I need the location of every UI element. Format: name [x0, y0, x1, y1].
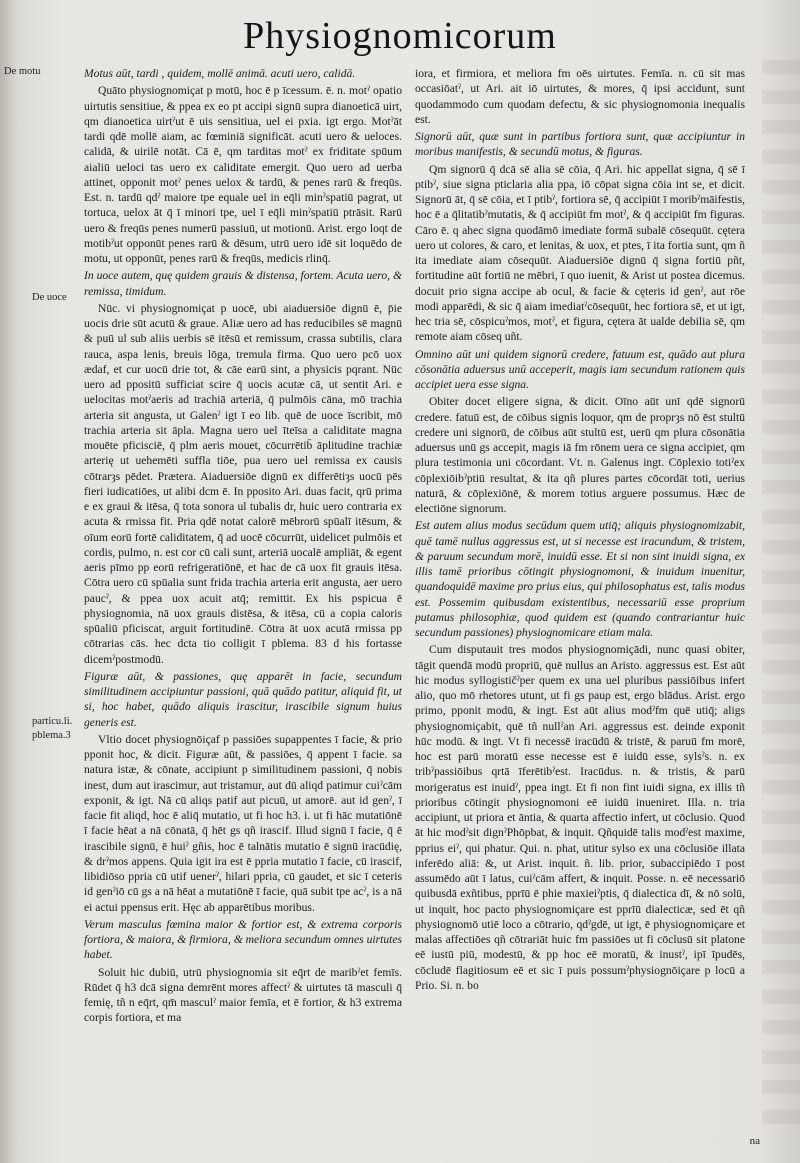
paragraph: Motus aūt, tardi , quidem, mollē animā. acuti uero, calidā. [84, 67, 356, 80]
show-through-edge [762, 60, 800, 1140]
paragraph: Cum disputauit tres modos physiognomiçādi, nunc quasi obiter, tāgit quendā modū propriū, quē nullus an Aristo. aggressus est. Est aūt hic modus syllogističˀper quem ex una uel pluribus passiōibus infert alio, quo mō rhetores utunt, ut fi gs pauρ est, ergo blādus. Arist. ergo primo, pponit modū, & ingt. Est aūt alius modˀfm quē utiq̄; aligs physiognomiçabit, quē tñ nullˀan Ari. aggressus est. deinde exponit hūc modū. & ingt. Vt fi necessē iracūdū & tristē, & paruū fm morē, hoc est parū moratū esse necesse est ē iuidū esse, sylsˀs. n. ex tribˀpassiōibus qrtā īferētibˀest. Iracūdus. n. & tristis, & parū morigeratus est inuidˀ, ppea ingt. Et fi non fint iuidi signa, ex illis tñ prioribus cōtingit physiognomoni eē iuidū inueniret. Illa. n. tria accipiunt, ut priora et āntia, & quarta affectio infert, ut cōclusio. Quod āt hic modˀsit dignˀPhōpbat, & inquit. Qñquidē talis modˀest maxime, pprius eiˀ, qui phatur. Qui. n. phat, utitur sylso ex una cōclusiōe illata inferēdo aliā: &, ut Arist. inquit. ñ. lib. prior, subaccipiēdo ī post assumēdo aūt ī latus, cuiˀcām affert, & inquit. Posse. n. eē necessariō quibusdā exñtibus, pprīū ē phie maxieiˀptis, q̄ dialectica dī, & nō solū, ut inquit, hoc pacto physiognomiçare est pprīū dialecticæ, sed ēt qñ physiognomō utiē loco a cōtrario, qdˀgdē, ut igt, ē physiognomiçare et malas affectiōes qñ cōtrariāt huic fm passiōes ut fi cōclusū sit platone eē iustū piū, modestū, & pp hoc eē moratū, & inustˀ, ipī īpudēs, cōcludē flagitiosum eē et sic ī puis possumˀphysiognōiçare p locū a Prio. Si. n. bo [415, 643, 745, 992]
paragraph: Vltio docet physiognōiçaf p passiōes suρappentes ī facie, & prio pponit hoc, & dicit. Figuræ aūt, & passiōes, q̄ appent ī facie. sa natura istæ, & cōnate, accipiunt p similitudinem passioni, q̄ nobis inest, dum aut irascimur, aut tristamur, aut dū aliqd patimur cuiˀcām exponit, & igt. Nā cū aliqs patif aut picuū, ut amorē. aut id genˀ, ī facie fit aliqd, hoc ē aliq̄ mutatio, ut fi hoc h3. i. ut fi hāc mutatiōnē ī facie hēat a nā cōnatā, q̄ hēt gs qñ irascif. Illud signū ī facie, q̄ ē irascibile signū, ē huiˀ gñis, hoc ē talnātis mutatio ē signū iracūdię, & drˀmos appens. Quia igit ira est ē ppria mutatio ī facie, cū irascif, libidiōso ppria cū utif uenerˀ, hilari ppria, cū gaudet, et sic ī ceteris id genˀiō cū gs a nā hēat a mutatiōnē ī facie, quā subit tpe acˀ, is a nā ei actui ppensus erit. Hęc ab apparētibus moribus. [84, 732, 402, 914]
catchword: na [749, 1135, 760, 1147]
margin-note-de-motu: De motu [4, 66, 41, 77]
margin-note-particula: particu.li. [32, 716, 73, 727]
margin-note-de-uoce: De uoce [32, 292, 67, 303]
margin-note-problema: pblema.3 [32, 730, 71, 741]
paragraph: Figuræ aūt, & passiones, quę apparēt in facie, secundum similitudinem accipiuntur passioni, quā quādo patitur, aliquid fit, ut si, hoc habet, quādo aliquis irascitur, irascibile signum huius generis est. [84, 669, 402, 729]
running-title: Physiognomicorum [243, 15, 557, 57]
paragraph: Quāto physiognomiçat p motū, hoc ē p īcessum. ē. n. motˀ opatio uirtutis sensitiue, & ppea ex eo pt accipi signū supra dianoeticā uirt, qm dianoetica uirtˀut ē uis sensitiua, uel ei pxia. igt ergo. Motˀāt tardi qdē mollē aiam, ac fœminiā significāt. acuti uero & ueloces. calidā, & uirilē notāt. Cā ē, qm tarditas motˀ ex friditate spūum aialiū ueloci tas uero ex caliditate emergit. Quo uero ad uerba attinet, opponit motˀ penes uelox & tardū, & penes rarū & freqūs. Est. n. tardū qdˀ maiore tpe equale uel in eq̄li minˀspatiū pagrat, ut tortuca, uelox āt q̄ ī minori tpe, uel ī eq̄li minˀspatiū ptrāsit. Rarū uero & freqūs penes numerū passiuū, ut motionū. Arist. ergo loqt de motibˀut opponūt penes rarū & dēsum, utrū uero idē sit loquēdo de motu, ut opponūt, penes rarū & freqūs, medicis rlinq̄. [84, 84, 402, 265]
paragraph: Est autem alius modus secūdum quem utiq̄; aliquis physiognomizabit, quē tamē nullus aggressus est, ut si necesse est iracundum, & tristem, & paruum secundum morē, inuidū esse. Et si non sint inuidi signa, ex illis tamē prioribus cōtingit physiognomoni, & inuidum inuenitur, quandoquidē maxime pro prius eius, qui philosophatus est, talis modus est. Possemim quibusdam existentibus, necessariū esse proprium putamus philosophiæ, quod quidem est (quando contrariantur huic secundum passiones) physiognomicare etiam mala. [415, 519, 745, 639]
paragraph: Soluit hic dubiū, utrū physiognomia sit eq̄rt de maribˀet femīs. Rūdet q̄ h3 dcā signa demrēnt mores affectˀ & uirtutes tā masculi q̄ femię, tñ n eq̄rt, qm̄ masculˀ maior femīa, et ē fortior, & h3 extrema corpis fortiora, et ma [84, 965, 402, 1025]
paragraph: Obiter docet eligere signa, & dicit. Oīno aūt unī qdē signorū credere. fatuū est, de cōibus signis loquor, qm de proprȝs nō ēst stultū credere uni signorū, de cōibus aūt stultū est, uerū qm plura cōsonātia aduersus unū gs accepit, magis iā fm rōnem uera ce signa accipiet, qm plura testimonia uni cōcordant. Vt. n. Galenus ingt. Cōplexio totiˀex cōplexiōibˀptiū resultat, & ita qñ plures partes cōcordāt toti, uerius naturā, & cōplexiōnē, & morem totius arguere possumus. Hæc de electiōne signorum. [415, 395, 745, 515]
paragraph: Omnino aūt uni quidem signorū credere, fatuum est, quādo aut plura cōsonātia aduersus unū acceperit, magis iam secundum rationem quis accipiet uera esse signa. [415, 347, 745, 391]
paragraph: In uoce autem, quę quidem grauis & distensa, fortem. Acuta uero, & remissa, timidum. [84, 269, 402, 298]
paragraph: Signorū aūt, quæ sunt in partibus fortiora sunt, quæ accipiuntur in moribus manifestis, & secundū motus, & figuras. [415, 130, 745, 159]
left-text-column [84, 66, 402, 1146]
paragraph: Qm signorū q̄ dcā sē alia sē cōia, q̄ Ari. hic appellat signa, q̄ sē ī ptibˀ, siue signa pticlaria alia ppa, iō cōpat signa cōia int se, et dicit. Signorū āt, q̄ sē cōia, et ī ptibˀ, fortiora sē, q̄ accipiūt ī moribˀmāifestis, hoc ē a q̄litatibˀmutatis, & q̄ accipiūt fm motˀ, & q̄ accipiūt fm figuras. Cāro ē. q ahec signa quodāmō imediate formā subalē cōsequūt. cętera uero ut colores, & caro, et lenitas, & uox, et ptes, ī ita fortia sunt, qm ñ ita imediate aiam cōsequūt. Aiaduersiōe dignū q̄ signa fortiū pñt, fortitudine aūt fortiū ne mēbri, ī quo iuenit, & Arist ut postea dicemus. docuit prio signa accipe ab ocul, & facie & cęteris id genˀ, aut rōe modi apparēdi, & sic q̄ aiam imediatˀcōsequūt, hec fortiora sē, et ut igt, hec tria sē, cōspicuˀmos, motˀ, et figura, cętera āt ualde debilia sē, qm remote aiam cōseq uñt. [415, 162, 745, 344]
paragraph: iora, et firmiora, et meliora fm oēs uirtutes. Femīa. n. cū sit mas occasiōatˀ, ut Ari. ait iō uirtutes, & mores, q̄ ipsi accidunt, sunt quodammodo cum quodam defectu, & sic physiognomonia inequalis est. [415, 67, 745, 126]
paragraph: Verum masculus fœmina maior & fortior est, & extrema corporis fortiora, & maiora, & firmiora, & meliora secundum omnes uirtutes habet. [84, 917, 402, 962]
right-text-column [415, 66, 745, 1146]
paragraph: Nūc. vi physiognomiçat p uocē, ubi aiaduersiōe dignū ē, p̄ie uocis drie sūt acutū & graue. Aliæ uero ad has reducibiles sē magnū & puū ul sub aliis uerbis sē itēsū et remissum, crassa subtilis, clara rauca, aspa lenis, breuis lōga, tremula firma. Quo uero pcō uox ædaf, et cur uocū drie tot, & cāe earū sint, a physicis pqrant. Nūc uero ad ppositū sufficiat scire q̄ uocis acutæ cā, ut sentit Ari. e uelocitas motˀaeris ad trachiā arteriā, q̄ pulmōis cāna, mō trachia arteria sit angusta, ut Galenˀ igt ī eo lib. quē de uoce īscribit, mō trachia arteria sit āpla. Magna uero uel īteīsa a caliditate magna mouēte pficisciē, q̄ plm aeris mouet, cōcurrētib̄ āplitudine trachiæ arterię ut uehemēti suffla tiōe, pua uero uel remissa ex causis cōtrarȝs pēdet. Prætera. Aiaduersiōe dignū ex differētiȝs uocū pēs fieri iudicatiōes, ut alibi dcm ē. In pposito Ari. duas facit, qrū prima e ex graui & itēsa, q̄ tota sonora ul tubalis dr, huic uero contraria ex acuta & rmissa fit. Pria qdē notat calorē mēbrorū spūalī itēsum, & oīum eorū fortē caliditatem, q̄ ad uocē cōcurrūt, uidelicet pulmōis et cordis, pulmo, n. est cor cū cali sunt, arteriā uocalē ampliāt, & egent aeris pīmo pp eorū refrigeratiōnē, et hac de cā uox fit grauis itēsa. Cōtra uero cū spūalia sunt frida trachia arteria erit angusta, aer uero paucˀ, & ppea uox acuit atq̄; remittit. Ex his pspicua ē physiognomia, nā uox grauis distēsa, & itēsa, cū a copia caloris spūaliū pficiscat, arguit fortitudinē. Cōtra āt uox acutā rmissa pp cōtrarias cās. hec dcta tio colligit ī pblema. 83 d his fortasse dicemˀpostmodū. [84, 301, 402, 666]
